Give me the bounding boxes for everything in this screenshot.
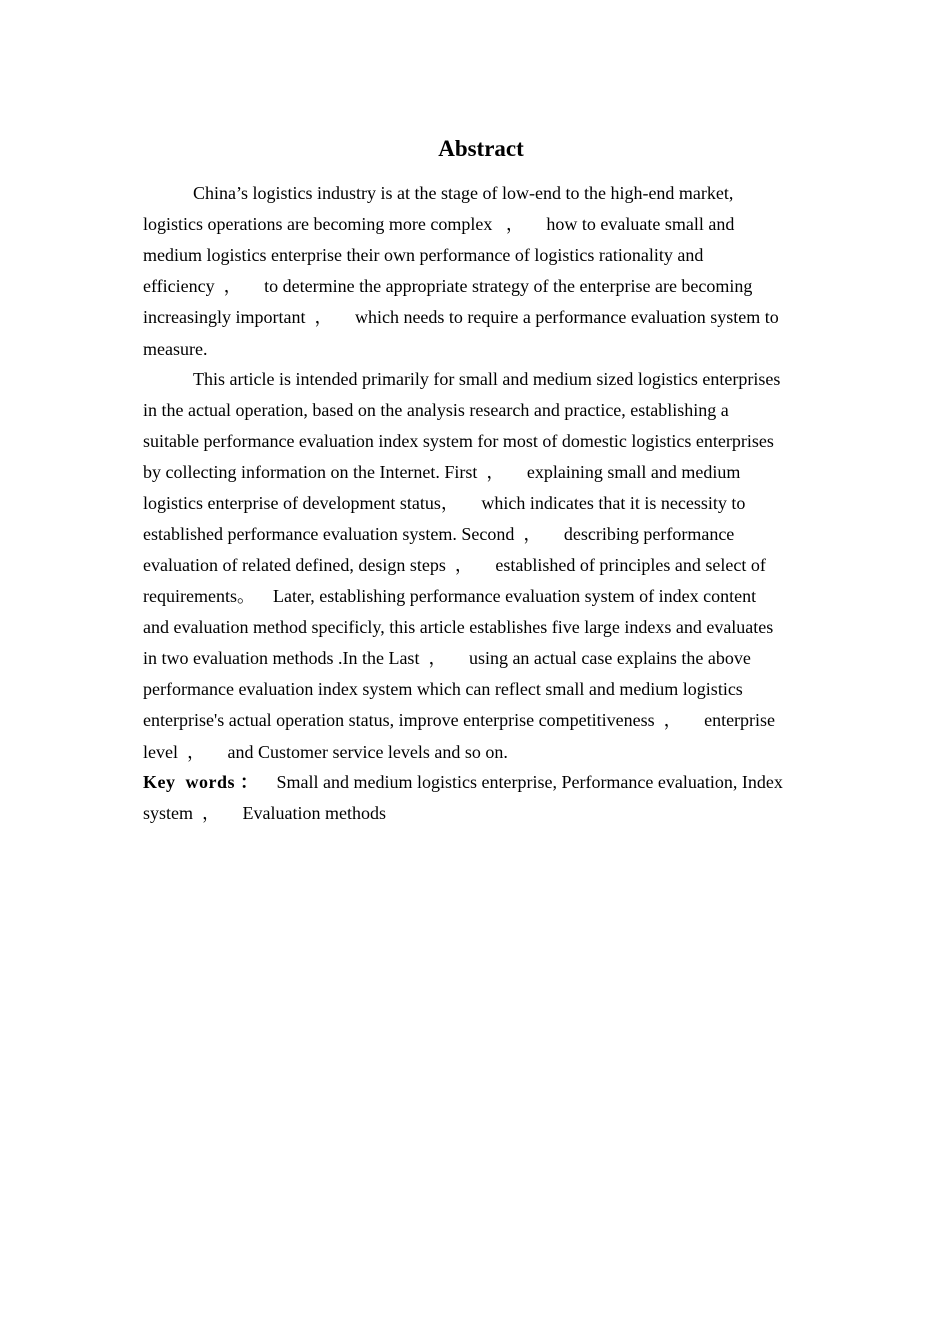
- paragraph1-line-6: measure.: [143, 339, 208, 359]
- paragraph1-line-5: increasingly important ， which needs to require a performance evaluation system to: [143, 307, 779, 327]
- paragraph2-line-6: established performance evaluation system. Second ， describing performance: [143, 524, 735, 544]
- paragraph1-line-4: efficiency ， to determine the appropriate strategy of the enterprise are becoming: [143, 276, 753, 296]
- paragraph2-line-8: requirements。 Later, establishing performance evaluation system of index content: [143, 586, 757, 606]
- keywords-text-1: Small and medium logistics enterprise, Performance evaluation, Index: [276, 772, 783, 792]
- paragraph2-line-12: enterprise's actual operation status, improve enterprise competitiveness ， enterprise: [143, 710, 776, 730]
- keywords-line-2: system ， Evaluation methods: [143, 803, 386, 823]
- paragraph2-line-13: level ， and Customer service levels and so on.: [143, 742, 508, 762]
- keywords-label: Key words ：: [143, 772, 259, 792]
- paragraph2-line-4: by collecting information on the Internet. First ， explaining small and medium: [143, 462, 741, 482]
- paragraph2-line-1: This article is intended primarily for small and medium sized logistics enterprises: [193, 369, 781, 389]
- paragraph2-line-5: logistics enterprise of development status， which indicates that it is necessity to: [143, 493, 746, 513]
- paragraph2-line-11: performance evaluation index system which can reflect small and medium logistics: [143, 679, 743, 699]
- paragraph2-line-7: evaluation of related defined, design steps ， established of principles and select of: [143, 555, 766, 575]
- paragraph2-line-10: in two evaluation methods .In the Last ， using an actual case explains the above: [143, 648, 751, 668]
- paragraph2-line-9: and evaluation method specificly, this article establishes five large indexs and evaluates: [143, 617, 774, 637]
- paragraph2-line-2: in the actual operation, based on the analysis research and practice, establishing a: [143, 400, 729, 420]
- paragraph2-line-3: suitable performance evaluation index system for most of domestic logistics enterprises: [143, 431, 774, 451]
- paragraph1-line-3: medium logistics enterprise their own performance of logistics rationality and: [143, 245, 704, 265]
- paragraph1-line-2: logistics operations are becoming more complex ， how to evaluate small and: [143, 214, 735, 234]
- abstract-title: Abstract: [438, 136, 524, 161]
- paragraph1-line-1: China’s logistics industry is at the stage of low-end to the high-end market,: [193, 183, 734, 203]
- keywords-line-1: [143, 770, 833, 794]
